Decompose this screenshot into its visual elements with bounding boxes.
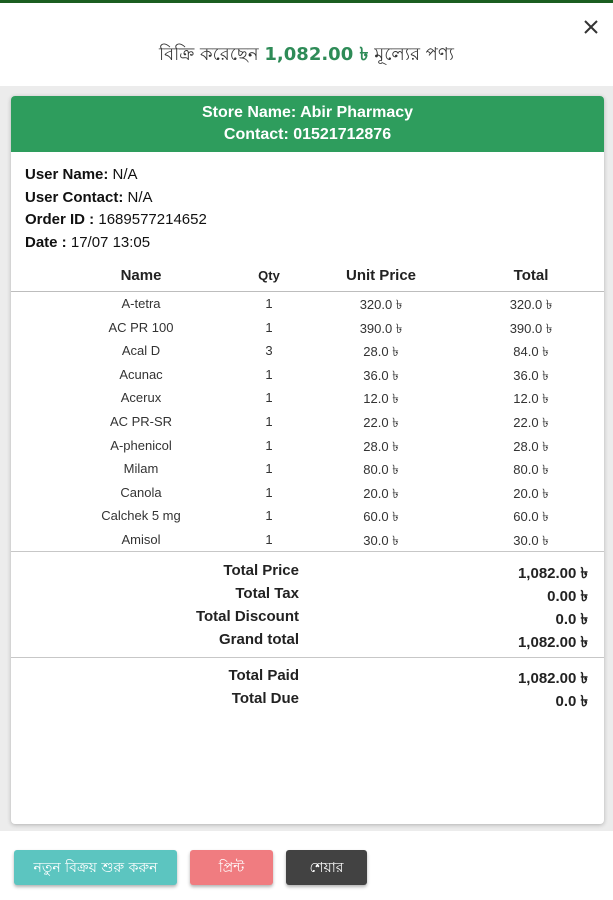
share-button[interactable]: শেয়ার [286, 850, 367, 885]
item-qty: 1 [265, 366, 273, 382]
table-row [11, 292, 604, 316]
payment-summary [11, 667, 604, 713]
totals-summary [11, 562, 604, 654]
items-table-body [11, 292, 604, 552]
table-row [11, 339, 604, 363]
store-contact: Contact: 01521712876 [223, 126, 392, 143]
payment-label: Total Due [231, 690, 299, 707]
table-row [11, 481, 604, 505]
table-row [11, 363, 604, 387]
heading-suffix: মূল্যের পণ্য [374, 44, 455, 65]
table-row [11, 528, 604, 552]
user-contact-label: User Contact: [25, 188, 124, 206]
item-unit-price: 12.0 ৳ [363, 391, 399, 407]
column-header-qty: Qty [258, 268, 280, 283]
item-qty: 1 [265, 296, 273, 311]
item-qty: 1 [265, 319, 273, 335]
table-row [11, 457, 604, 481]
summary-label: Grand total [218, 631, 299, 648]
payment-row [11, 690, 604, 713]
summary-label: Total Discount [195, 608, 299, 625]
item-qty: 1 [265, 390, 273, 406]
user-name-line [25, 164, 604, 187]
table-row [11, 410, 604, 434]
column-header-name: Name [120, 267, 162, 284]
item-total: 80.0 ৳ [513, 462, 549, 478]
user-contact-value: N/A [127, 188, 153, 206]
item-qty: 1 [265, 413, 273, 429]
store-name: Store Name: Abir Pharmacy [201, 104, 414, 121]
item-unit-price: 320.0 ৳ [359, 297, 403, 312]
item-total: 60.0 ৳ [513, 509, 549, 525]
item-unit-price: 28.0 ৳ [363, 344, 399, 360]
summary-row [11, 631, 604, 654]
column-header-total: Total [513, 267, 549, 284]
close-button[interactable] [576, 12, 606, 42]
totals-divider [11, 657, 604, 658]
item-name: A-tetra [121, 296, 161, 311]
item-total: 84.0 ৳ [513, 344, 549, 360]
item-name: A-phenicol [110, 437, 172, 453]
order-id-line [25, 209, 604, 232]
item-name: AC PR-SR [109, 413, 173, 429]
store-header [11, 96, 604, 152]
column-header-unit-price: Unit Price [345, 267, 417, 284]
payment-label: Total Paid [228, 667, 299, 684]
item-total: 28.0 ৳ [513, 438, 549, 454]
summary-value: 0.00 ৳ [547, 588, 588, 605]
close-icon [583, 19, 599, 35]
payment-row [11, 667, 604, 690]
order-id-value: 1689577214652 [98, 211, 207, 228]
summary-value: 1,082.00 ৳ [517, 565, 588, 582]
item-name: Acunac [119, 366, 163, 382]
item-unit-price: 20.0 ৳ [363, 485, 399, 501]
item-name: Milam [123, 461, 159, 477]
item-name: Acerux [120, 390, 162, 406]
item-unit-price: 22.0 ৳ [363, 414, 399, 430]
item-qty: 1 [265, 461, 273, 477]
date-line [25, 232, 604, 255]
user-name-label: User Name: [25, 166, 109, 183]
item-unit-price: 390.0 ৳ [359, 320, 403, 336]
item-qty: 1 [265, 484, 273, 500]
print-button[interactable]: প্রিন্ট [190, 850, 273, 885]
item-unit-price: 60.0 ৳ [363, 509, 399, 525]
summary-value: 1,082.00 ৳ [517, 634, 588, 651]
item-total: 30.0 ৳ [513, 532, 549, 548]
order-id-label: Order ID : [25, 211, 95, 228]
item-total: 390.0 ৳ [509, 320, 553, 336]
item-unit-price: 80.0 ৳ [363, 462, 399, 478]
item-unit-price: 36.0 ৳ [363, 367, 399, 383]
summary-value: 0.0 ৳ [555, 611, 588, 628]
table-row [11, 504, 604, 528]
summary-row [11, 608, 604, 631]
item-name: Calchek 5 mg [101, 508, 181, 524]
item-qty: 3 [265, 343, 273, 359]
date-label: Date : [25, 233, 67, 251]
item-qty: 1 [265, 508, 273, 524]
summary-row [11, 585, 604, 608]
heading-amount: 1,082.00 ৳ [264, 44, 369, 65]
new-sale-button[interactable]: নতুন বিক্রয় শুরু করুন [14, 850, 177, 885]
item-qty: 1 [265, 437, 273, 453]
user-contact-line [25, 187, 604, 210]
item-unit-price: 30.0 ৳ [363, 532, 399, 548]
table-row [11, 386, 604, 410]
items-table-header [11, 265, 604, 292]
table-row [11, 316, 604, 340]
item-name: Acal D [121, 343, 161, 359]
item-total: 22.0 ৳ [513, 414, 549, 430]
sale-summary-heading [0, 40, 613, 71]
order-info [11, 152, 604, 254]
item-name: AC PR 100 [108, 319, 174, 335]
item-name: Canola [120, 484, 162, 500]
user-name-value: N/A [112, 166, 138, 183]
item-name: Amisol [121, 531, 161, 547]
item-unit-price: 28.0 ৳ [363, 438, 399, 454]
item-qty: 1 [265, 531, 273, 547]
receipt-card [11, 96, 604, 824]
item-total: 12.0 ৳ [513, 391, 549, 407]
payment-value: 0.0 ৳ [555, 693, 588, 710]
item-total: 20.0 ৳ [513, 485, 549, 501]
payment-value: 1,082.00 ৳ [517, 670, 588, 687]
item-total: 36.0 ৳ [513, 367, 549, 383]
table-row [11, 434, 604, 458]
items-divider [11, 551, 604, 552]
summary-label: Total Price [223, 562, 299, 579]
top-accent-bar [0, 0, 613, 3]
date-value: 17/07 13:05 [70, 233, 151, 251]
item-total: 320.0 ৳ [509, 297, 553, 312]
heading-prefix: বিক্রি করেছেন [158, 44, 259, 65]
summary-label: Total Tax [235, 585, 299, 602]
summary-row [11, 562, 604, 585]
